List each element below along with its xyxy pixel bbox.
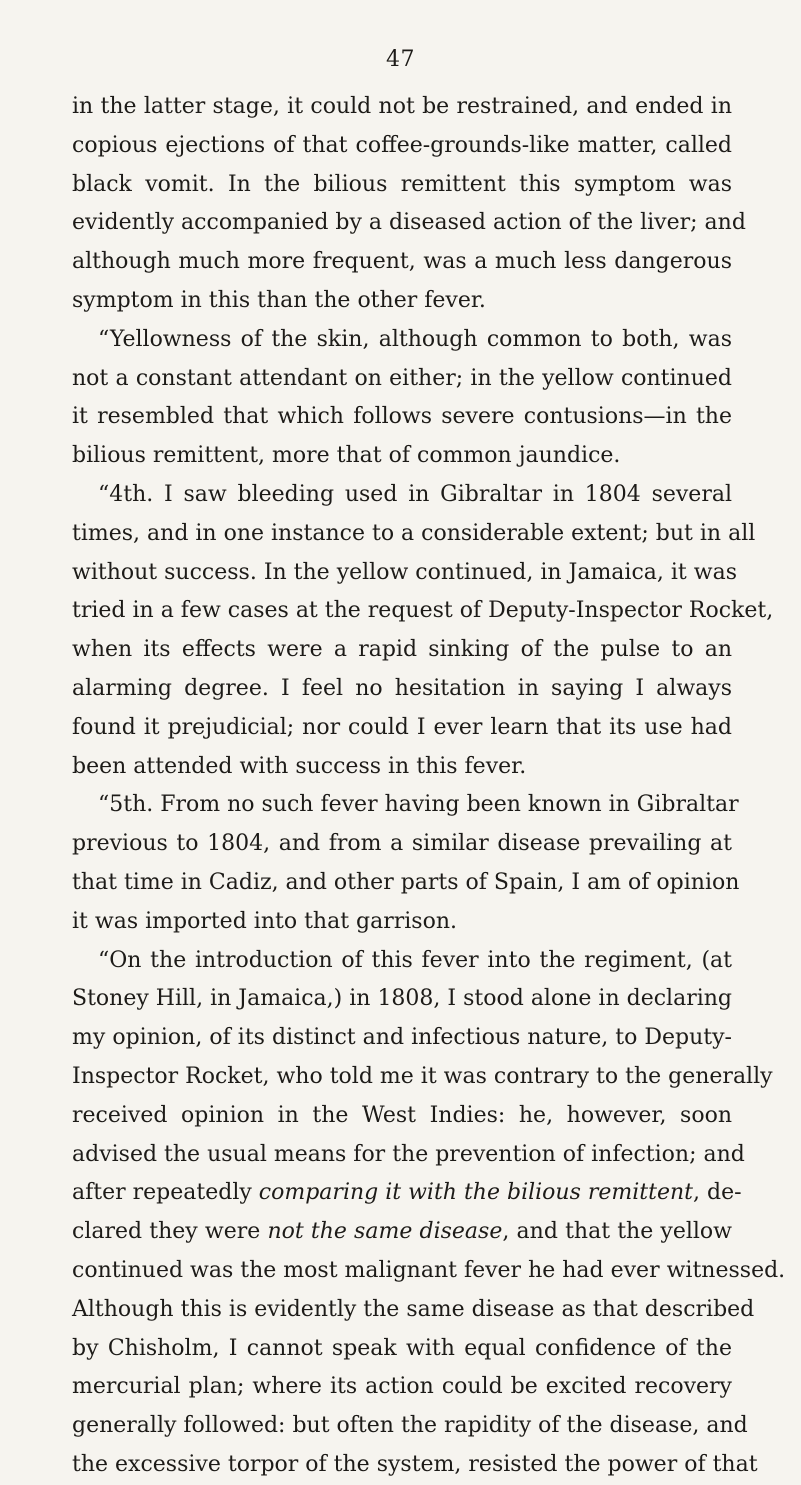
text-line: evidently accompanied by a diseased action of the liver; and xyxy=(72,210,746,236)
text-line: advised the usual means for the prevention of infection; and xyxy=(72,1141,745,1167)
text-line: symptom in this than the other fever. xyxy=(72,287,486,313)
text-line: the excessive torpor of the system, resisted the power of that xyxy=(72,1451,758,1477)
text-line: black vomit. In the bilious remittent this symptom was xyxy=(72,171,732,197)
text-line: previous to 1804, and from a similar disease prevailing at xyxy=(72,831,732,857)
text-segment: after repeatedly xyxy=(72,1180,259,1206)
text-line: not a constant attendant on either; in the yellow continued xyxy=(72,365,732,391)
text-line: bilious remittent, more that of common jaundice. xyxy=(72,443,621,469)
text-line: “On the introduction of this fever into the regiment, (at xyxy=(98,947,732,973)
text-line: my opinion, of its distinct and infectious nature, to Deputy- xyxy=(72,1025,732,1051)
italic-text: comparing it with the bilious remittent xyxy=(258,1180,694,1206)
text-line: without success. In the yellow continued, in Jamaica, it was xyxy=(72,559,737,585)
text-line: that time in Cadiz, and other parts of Spain, I am of opinion xyxy=(72,869,740,895)
text-line: alarming degree. I feel no hesitation in saying I always xyxy=(72,675,732,701)
text-line: in the latter stage, it could not be restrained, and ended in xyxy=(72,94,732,119)
page-number: 47 xyxy=(386,47,415,72)
text-line: it resembled that which follows severe contusions—in the xyxy=(72,404,732,430)
text-line: Stoney Hill, in Jamaica,) in 1808, I stood alone in declaring xyxy=(72,986,732,1012)
text-line xyxy=(72,1174,742,1213)
text-line: Inspector Rocket, who told me it was contrary to the generally xyxy=(72,1063,773,1089)
body-text xyxy=(72,88,786,1485)
text-segment: clared they were xyxy=(72,1219,268,1245)
text-line: mercurial plan; where its action could be excited recovery xyxy=(72,1374,732,1400)
text-line: tried in a few cases at the request of Deputy-Inspector Rocket, xyxy=(72,598,774,624)
text-line: it was imported into that garrison. xyxy=(72,908,457,934)
text-line: by Chisholm, I cannot speak with equal confidence of the xyxy=(72,1335,732,1361)
text-line: “Yellowness of the skin, although common to both, was xyxy=(98,326,732,352)
italic-text: not the same disease xyxy=(267,1219,503,1245)
text-segment: , and that the yellow xyxy=(502,1219,732,1245)
text-line: copious ejections of that coffee-grounds-like matter, called xyxy=(72,132,732,158)
text-line: been attended with success in this fever. xyxy=(72,753,527,779)
text-line: found it prejudicial; nor could I ever learn that its use had xyxy=(72,714,732,740)
text-line: “4th. I saw bleeding used in Gibraltar in 1804 several xyxy=(98,481,732,507)
text-line: generally followed: but often the rapidity of the disease, and xyxy=(72,1413,748,1439)
text-line: Although this is evidently the same disease as that described xyxy=(72,1296,755,1322)
text-line xyxy=(72,1213,732,1252)
text-line: “5th. From no such fever having been known in Gibraltar xyxy=(98,792,739,818)
text-line: times, and in one instance to a considerable extent; but in all xyxy=(72,520,756,546)
text-line: although much more frequent, was a much less dangerous xyxy=(72,249,732,275)
text-line: received opinion in the West Indies: he, however, soon xyxy=(72,1102,732,1128)
text-line: continued was the most malignant fever he had ever witnessed. xyxy=(72,1257,786,1283)
text-segment: , de- xyxy=(693,1180,742,1206)
text-line: when its effects were a rapid sinking of the pulse to an xyxy=(72,637,732,663)
